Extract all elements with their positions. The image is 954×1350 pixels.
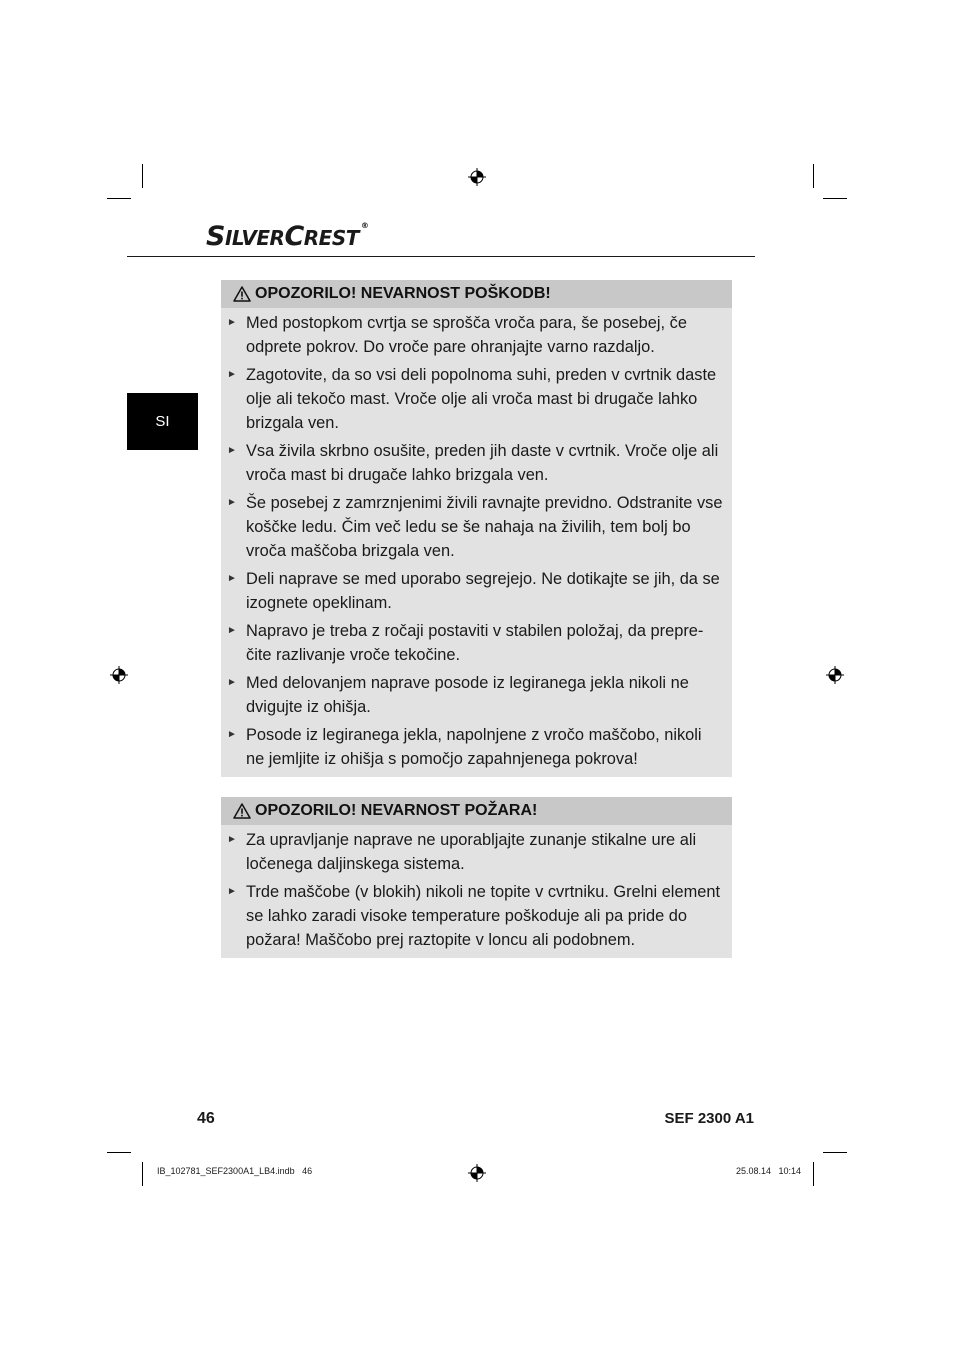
bullet-arrow-icon: ►	[227, 573, 237, 584]
language-tab: SI	[127, 393, 198, 450]
bullet-arrow-icon: ►	[227, 625, 237, 636]
warning-box-fire	[221, 797, 732, 958]
bullet-arrow-icon: ►	[227, 886, 237, 897]
list-item	[227, 567, 724, 615]
bullet-arrow-icon: ►	[227, 369, 237, 380]
warning-title: OPOZORILO! NEVARNOST POŽARA!	[255, 802, 538, 819]
item-text: Še posebej z zamrznjenimi živili ravnajte previdno. Odstranite vse koščke ledu. Čim več ledu se še nahaja na živilih, tem bolj bo vroča maščoba brizgala ven.	[246, 494, 723, 560]
bullet-arrow-icon: ►	[227, 497, 237, 508]
logo-letter: S	[206, 221, 225, 252]
bullet-arrow-icon: ►	[227, 834, 237, 845]
item-text: Zagotovite, da so vsi deli popolnoma suhi, preden v cvrtnik daste olje ali tekočo mast. Vroče olje ali vroča mast bi drugače lahko brizgala ven.	[246, 366, 717, 432]
item-text: Posode iz legiranega jekla, napolnjene z vročo maščobo, nikoli ne jemljite iz ohišja s pomočjo zapahnjenega pokrova!	[246, 726, 702, 768]
bullet-arrow-icon: ►	[227, 677, 237, 688]
crop-mark	[823, 1152, 847, 1153]
item-text: Med delovanjem naprave posode iz legiranega jekla nikoli ne dvigujte iz ohišja.	[246, 674, 689, 716]
registration-mark-icon	[110, 666, 128, 684]
bullet-arrow-icon: ►	[227, 729, 237, 740]
list-item	[227, 723, 724, 771]
item-text: Trde maščobe (v blokih) nikoli ne topite v cvrtniku. Grelni element se lahko zaradi visoke temperature poškoduje ali pa pride do požara! Maščobo prej raztopite v loncu ali podobnem.	[246, 883, 721, 949]
brand-logo	[206, 221, 368, 252]
slug-filename: IB_102781_SEF2300A1_LB4.indb 46	[157, 1166, 313, 1176]
model-number: SEF 2300 A1	[664, 1110, 754, 1127]
list-item	[227, 880, 724, 952]
crop-mark	[107, 198, 131, 199]
crop-mark	[107, 1152, 131, 1153]
crop-mark	[142, 164, 143, 188]
crop-mark	[813, 1162, 814, 1186]
warning-title: OPOZORILO! NEVARNOST POŠKODB!	[255, 285, 551, 302]
item-text: Napravo je treba z ročaji postaviti v stabilen položaj, da prepre-čite razlivanje vroče tekočine.	[246, 622, 704, 664]
list-item	[227, 491, 724, 563]
list-item	[227, 363, 724, 435]
list-item	[227, 828, 724, 876]
bullet-arrow-icon: ►	[227, 317, 237, 328]
warning-header	[221, 797, 732, 825]
header-divider	[127, 256, 755, 257]
warning-header	[221, 280, 732, 308]
crop-mark	[813, 164, 814, 188]
logo-letters: ILVER	[224, 226, 285, 250]
list-item	[227, 671, 724, 719]
bullet-arrow-icon: ►	[227, 445, 237, 456]
item-text: Deli naprave se med uporabo segrejejo. Ne dotikajte se jih, da se izognete opeklinam.	[246, 570, 720, 612]
warning-list	[221, 308, 732, 777]
logo-letters: REST	[303, 226, 359, 250]
warning-triangle-icon	[233, 286, 251, 302]
registered-trademark: ®	[360, 221, 369, 230]
warning-triangle-icon	[233, 803, 251, 819]
registration-mark-icon	[826, 666, 844, 684]
item-text: Med postopkom cvrtja se sprošča vroča para, še posebej, če odprete pokrov. Do vroče pare ohranjajte varno razdaljo.	[246, 314, 687, 356]
page-number: 46	[197, 1110, 215, 1127]
logo-letter: C	[284, 221, 304, 252]
warning-box-injury	[221, 280, 732, 777]
item-text: Za upravljanje naprave ne uporabljajte zunanje stikalne ure ali ločenega daljinskega sistema.	[246, 831, 697, 873]
slug-datetime: 25.08.14 10:14	[736, 1166, 802, 1176]
list-item	[227, 439, 724, 487]
registration-mark-icon	[468, 1164, 486, 1182]
list-item	[227, 619, 724, 667]
warning-list	[221, 825, 732, 958]
item-text: Vsa živila skrbno osušite, preden jih daste v cvrtnik. Vroče olje ali vroča mast bi drugače lahko brizgala ven.	[246, 442, 719, 484]
crop-mark	[823, 198, 847, 199]
list-item	[227, 311, 724, 359]
registration-mark-icon	[468, 168, 486, 186]
crop-mark	[142, 1162, 143, 1186]
